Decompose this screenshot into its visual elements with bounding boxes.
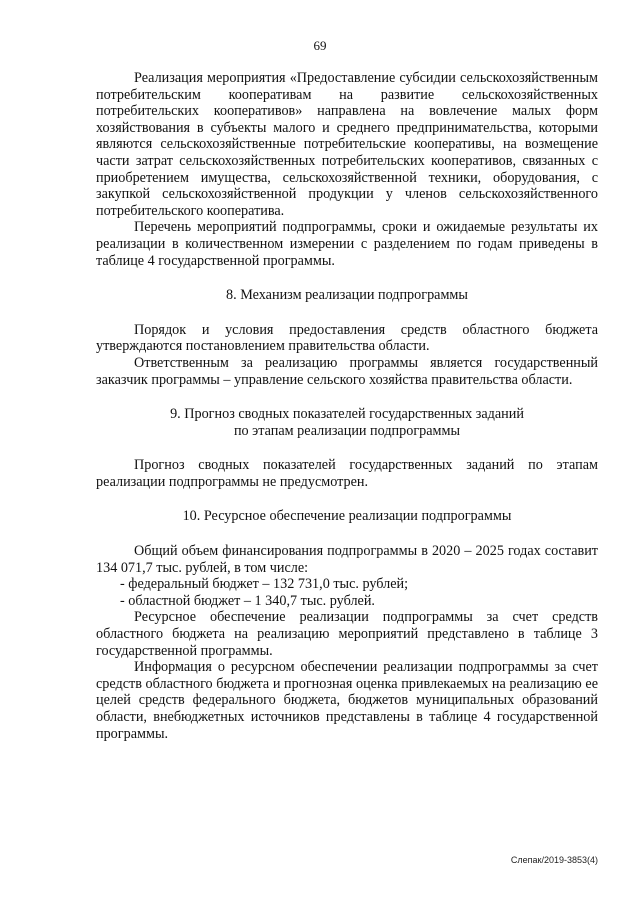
section-9-paragraph: Прогноз сводных показателей государственных заданий по этапам реализации подпрограммы не предусмотрен.: [96, 457, 598, 490]
section-10-paragraph: Информация о ресурсном обеспечении реализации подпрограммы за счет средств областного бюджета и прогнозная оценка привлекаемых на реализацию ее целей средств федерального бюджета, бюджетов муниципальных образований области, внебюджетных источников представлены в таблице 4 государственной программы.: [96, 659, 598, 742]
section-10-paragraph: Общий объем финансирования подпрограммы в 2020 – 2025 годах составит 134 071,7 тыс. рублей, в том числе:: [96, 543, 598, 576]
document-body: [96, 70, 598, 742]
page-number: 69: [313, 38, 327, 53]
funding-list-item: - федеральный бюджет – 132 731,0 тыс. рублей;: [120, 576, 409, 593]
section-10-paragraph: Ресурсное обеспечение реализации подпрограммы за счет средств областного бюджета на реализацию мероприятий представлено в таблице 3 государственной программы.: [96, 609, 598, 659]
intro-paragraph: Реализация мероприятия «Предоставление субсидии сельскохозяйственным потребительским кооперативам на развитие сельскохозяйственных потребительских кооперативов» направлена на вовлечение малых форм хозяйствования в субъекты малого и среднего предпринимательства, которыми являются сельскохозяйственные потребительские кооперативы, на возмещение части затрат сельскохозяйственных потребительских кооперативов, связанных с приобретением имущества, сельскохозяйственной техники, оборудования, с закупкой сельскохозяйственной продукции у членов сельскохозяйственного потребительского кооператива.: [96, 70, 598, 219]
funding-list-item: - областной бюджет – 1 340,7 тыс. рублей.: [120, 592, 375, 609]
section-8-paragraph: Ответственным за реализацию программы является государственный заказчик программы – управление сельского хозяйства правительства области.: [96, 354, 598, 388]
intro-paragraph: Перечень мероприятий подпрограммы, сроки и ожидаемые результаты их реализации в количественном измерении с разделением по годам приведены в таблице 4 государственной программы.: [96, 219, 598, 269]
section-10-title: 10. Ресурсное обеспечение реализации подпрограммы: [182, 508, 512, 525]
section-8-paragraph: Порядок и условия предоставления средств областного бюджета утверждаются постановлением правительства области.: [96, 321, 598, 355]
section-9-title-line2: по этапам реализации подпрограммы: [233, 422, 461, 439]
section-9-title-line1: 9. Прогноз сводных показателей государственных заданий: [170, 406, 524, 423]
document-footer-code: Слепак/2019-3853(4): [510, 855, 598, 865]
section-8-title: 8. Механизм реализации подпрограммы: [226, 287, 468, 304]
